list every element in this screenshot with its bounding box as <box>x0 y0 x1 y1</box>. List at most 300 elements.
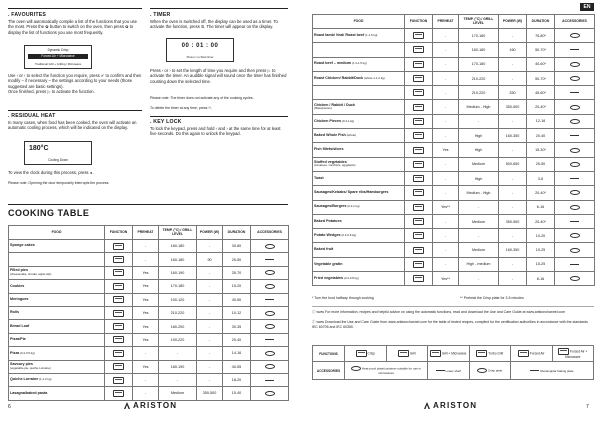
food-name: Baked fruit <box>314 247 334 252</box>
cell-function <box>405 29 433 43</box>
cell-duration: 8-16 <box>527 272 555 286</box>
cell-function <box>405 171 433 185</box>
function-icon <box>413 232 424 239</box>
favourites-text-2: Use ‹ or › to select the function you require, press ✔ to confirm and then modify – if necessary – the settings according to your needs (those suggested are basic settings). Once finished, press ▷ to activate the function. <box>8 73 142 94</box>
divider <box>312 306 594 307</box>
cell-food <box>313 114 405 128</box>
legend-accessory-label: Rectangular baking plate <box>540 368 574 373</box>
grill-function-icon <box>398 350 409 357</box>
legend-function-label: Crisp <box>367 351 375 356</box>
cell-power: - <box>197 360 223 373</box>
cell-accessories <box>555 257 595 271</box>
cell-function <box>105 240 133 253</box>
display-label: Cooling Down <box>48 158 68 162</box>
cell-preheat: Yes <box>133 280 159 293</box>
cell-power: - <box>197 293 223 306</box>
cell-preheat: Yes <box>133 360 159 373</box>
cell-preheat: - <box>433 114 459 128</box>
food-detail: (0.3-0.8 kg) <box>340 233 357 237</box>
cell-food <box>9 253 105 266</box>
accessory-icon <box>570 119 580 124</box>
cell-accessories <box>251 266 289 279</box>
function-icon <box>113 323 124 330</box>
food-name: Savoury pies <box>10 362 33 367</box>
function-icon <box>113 363 124 370</box>
cell-power: 160-350 <box>499 243 527 257</box>
legend-function-label: Turbo Grill <box>488 351 504 356</box>
cooking-table-right <box>312 14 595 286</box>
cell-power: - <box>499 57 527 71</box>
table-row <box>9 280 289 293</box>
timer-note: Please note: The timer does not activate any of the cooking cycles. <box>150 96 254 100</box>
cell-accessories <box>555 43 595 57</box>
cell-accessories <box>555 114 595 128</box>
cell-function <box>405 71 433 85</box>
cell-temp: Medium <box>459 214 499 228</box>
cell-temp: - <box>459 200 499 214</box>
timer-hint: Press ▷ to Start timer <box>186 55 214 59</box>
cell-food <box>313 129 405 143</box>
divider <box>150 116 288 117</box>
function-icon <box>113 243 124 250</box>
cell-duration: 40-60* <box>527 57 555 71</box>
cell-function <box>105 347 133 360</box>
header-accessories: ACCESSORIES <box>555 15 595 29</box>
cell-food <box>9 373 105 386</box>
table-row <box>313 43 595 57</box>
table-row <box>9 293 289 306</box>
table-row <box>313 186 595 200</box>
cell-food <box>9 333 105 346</box>
legend-function-label: Forced Air <box>529 351 545 356</box>
cell-food <box>9 280 105 293</box>
function-icon <box>413 161 424 168</box>
accessory-icon <box>570 135 579 136</box>
cell-duration: 12-18 <box>527 114 555 128</box>
cell-function <box>105 387 133 400</box>
cell-duration: 15-40 <box>223 387 251 400</box>
accessory-icon <box>265 284 275 289</box>
language-badge: EN <box>580 3 594 11</box>
accessory-icon <box>570 33 580 38</box>
accessory-icon <box>265 339 274 340</box>
header-accessories: ACCESSORIES <box>251 226 289 240</box>
cell-accessories <box>555 129 595 143</box>
header-preheat: PREHEAT <box>133 226 159 240</box>
cell-preheat: - <box>133 373 159 386</box>
cell-preheat: - <box>433 171 459 185</box>
cell-temp: - <box>459 272 499 286</box>
info-more-recipes: ⓘ www For more information, recipes and helpful advice on using the automatic functions, read and download the Use and Care Guide at www.aristonchannel.com <box>312 310 566 314</box>
cell-food <box>9 266 105 279</box>
cell-duration: 40-55 <box>223 360 251 373</box>
cell-accessories <box>251 347 289 360</box>
cell-food <box>313 272 405 286</box>
food-name: Pizza <box>10 350 20 355</box>
cell-function <box>405 257 433 271</box>
heatproof-container-icon <box>351 366 361 371</box>
divider <box>150 8 288 9</box>
cell-accessories <box>251 360 289 373</box>
cell-accessories <box>555 229 595 243</box>
cell-function <box>405 100 433 114</box>
food-detail: (whole) <box>345 132 357 137</box>
cell-preheat: - <box>433 71 459 85</box>
function-icon <box>113 283 124 290</box>
cell-food <box>313 186 405 200</box>
accessory-icon <box>265 299 274 300</box>
legend-accessory-label: Lower shelf <box>445 368 461 373</box>
cell-preheat: - <box>433 57 459 71</box>
function-icon <box>413 89 424 96</box>
legend-function-label: Grill + Microwave <box>441 351 467 356</box>
footnote-turn-food: * Turn the food halfway through cooking <box>312 296 374 300</box>
cell-duration: 10-12 <box>223 306 251 319</box>
forced-air-microwave-function-icon <box>558 348 569 355</box>
legend-accessory-label: Crisp plate <box>488 368 503 373</box>
function-icon <box>113 256 124 263</box>
table-row <box>9 373 289 386</box>
accessory-icon <box>570 162 580 167</box>
function-icon <box>413 61 424 68</box>
function-icon <box>113 269 124 276</box>
timer-title: . TIMER <box>150 12 171 18</box>
cell-power: 350-500 <box>499 214 527 228</box>
divider <box>8 110 142 111</box>
page-number: 7 <box>586 404 589 410</box>
accessory-icon <box>570 221 579 222</box>
table-row <box>313 29 595 43</box>
timer-time: 00 : 01 : 00 <box>181 43 219 49</box>
right-page <box>300 0 600 424</box>
cell-accessories <box>251 387 289 400</box>
cell-food <box>313 143 405 157</box>
cell-food <box>313 257 405 271</box>
food-name: Lasagna/baked pasta <box>10 390 48 395</box>
cell-preheat: - <box>133 387 159 400</box>
residual-heat-text: In many cases, when food has been cooked, the oven will activate an automatic cooling process, which will be indicated on the display. <box>8 120 137 131</box>
cell-preheat: Yes <box>133 306 159 319</box>
cell-function <box>405 200 433 214</box>
cell-power: - <box>197 373 223 386</box>
cell-accessories <box>251 240 289 253</box>
cell-preheat: - <box>433 186 459 200</box>
cell-duration: 3-6 <box>527 171 555 185</box>
cell-power: - <box>499 143 527 157</box>
cell-accessories <box>251 306 289 319</box>
food-name: Baked Whole Fish <box>314 132 346 137</box>
cell-temp: 180-200 <box>159 320 197 333</box>
header-temp: TEMP. (°C) / GRILL LEVEL <box>459 15 499 29</box>
cell-preheat: - <box>433 214 459 228</box>
header-duration: DURATION <box>527 15 555 29</box>
table-row <box>313 100 595 114</box>
header-food: FOOD <box>313 15 405 29</box>
cell-function <box>405 157 433 171</box>
timer-display <box>166 38 234 62</box>
cell-food <box>9 293 105 306</box>
food-detail: (cheesecake, strudel, apple tart) <box>10 271 52 276</box>
favourites-text: The oven will automatically compile a list of the functions that you use the most. Press the ✿ button to switch on the oven, then press ✿ to display the list of functions you use most frequently. <box>8 19 137 35</box>
function-icon <box>413 189 424 196</box>
cell-function <box>405 272 433 286</box>
cell-temp: 210-220 <box>459 71 499 85</box>
cell-power: - <box>499 171 527 185</box>
accessory-icon <box>570 276 580 281</box>
cell-preheat: - <box>433 86 459 100</box>
food-name: Chicken / Rabbit / Duck <box>314 102 355 107</box>
cell-food <box>313 57 405 71</box>
grill-microwave-function-icon <box>430 350 441 357</box>
cell-duration: 15-25 <box>527 243 555 257</box>
cell-temp: - <box>459 229 499 243</box>
food-detail: (1.3-1.5 kg) <box>351 61 367 66</box>
cell-function <box>105 320 133 333</box>
cell-power: - <box>499 71 527 85</box>
cell-accessories <box>555 214 595 228</box>
function-icon <box>413 75 424 82</box>
legend-accessory-label: Heat-proof plate/container suitable for use in microwaves <box>361 366 421 375</box>
cell-power: - <box>499 114 527 128</box>
accessory-icon <box>265 380 274 381</box>
key-lock-title: . KEY LOCK <box>150 119 182 125</box>
header-power: POWER (W) <box>197 226 223 240</box>
accessory-icon <box>570 92 579 93</box>
legend-table <box>312 345 594 380</box>
cell-food <box>313 200 405 214</box>
table-row <box>9 333 289 346</box>
cell-duration: 30-60 <box>223 240 251 253</box>
cell-function <box>105 253 133 266</box>
food-detail: (1-1.5 kg) <box>364 32 378 37</box>
cell-preheat: - <box>433 229 459 243</box>
table-row <box>313 86 595 100</box>
cell-preheat: Yes <box>133 333 159 346</box>
cell-duration: 14-16 <box>223 347 251 360</box>
cell-preheat: - <box>133 347 159 360</box>
cell-food <box>9 347 105 360</box>
food-name: Baked Potatoes <box>314 218 342 223</box>
cell-power: 160-350 <box>499 129 527 143</box>
header-temp: TEMP. (°C) / GRILL LEVEL <box>159 226 197 240</box>
header-function: FUNCTION <box>105 226 133 240</box>
cooking-table-left <box>8 225 289 401</box>
residual-heat-text-2: To view the clock during this process, press ◂ . <box>8 170 95 175</box>
food-name: Vegetable gratin <box>314 261 343 266</box>
cell-function <box>405 57 433 71</box>
crisp-function-icon <box>356 350 367 357</box>
cell-temp: High <box>459 143 499 157</box>
cell-preheat: - <box>433 257 459 271</box>
cell-function <box>405 214 433 228</box>
crisp-plate-icon <box>477 368 487 373</box>
food-name: Toast <box>314 175 324 180</box>
cell-accessories <box>555 143 595 157</box>
cell-preheat: Yes <box>433 143 459 157</box>
accessory-icon <box>265 324 275 329</box>
brand-name: ARISTON <box>433 401 478 410</box>
food-name: Fish fillets/slices <box>314 147 344 152</box>
accessory-icon <box>570 49 579 50</box>
table-row <box>9 347 289 360</box>
accessory-icon <box>265 391 275 396</box>
cell-function <box>405 114 433 128</box>
cell-function <box>405 86 433 100</box>
cell-temp: 170-180 <box>459 57 499 71</box>
timer-text: When the oven is switched off, the display can be used as a timer. To activate the function, press ⏲. The timer will appear on the display. <box>150 19 278 30</box>
baking-plate-icon <box>530 370 539 371</box>
cell-function <box>405 186 433 200</box>
function-icon <box>413 204 424 211</box>
table-row <box>313 229 595 243</box>
function-icon <box>413 247 424 254</box>
food-detail: (fillets/pieces) <box>314 106 332 111</box>
cell-temp: High - medium <box>459 257 499 271</box>
table-row <box>313 129 595 143</box>
cell-food <box>9 387 105 400</box>
function-icon <box>113 350 124 357</box>
accessory-icon <box>570 178 579 179</box>
cell-power: - <box>499 257 527 271</box>
cell-temp: - <box>159 373 197 386</box>
legend-accessories-row <box>313 362 594 380</box>
cell-power: 350-500 <box>499 100 527 114</box>
cell-function <box>405 229 433 243</box>
cell-food <box>313 86 405 100</box>
cell-function <box>405 143 433 157</box>
cell-accessories <box>251 280 289 293</box>
table-row <box>313 157 595 171</box>
food-name: Roast lamb/ Veal/ Roast beef <box>314 32 365 37</box>
function-icon <box>413 275 424 282</box>
table-row <box>9 266 289 279</box>
favourites-display <box>24 45 92 69</box>
food-detail: (vegetable pie, quiche Lorraine) <box>10 365 51 370</box>
accessory-icon <box>265 270 275 275</box>
header-function: FUNCTION <box>405 15 433 29</box>
cell-power: - <box>197 320 223 333</box>
accessory-icon <box>265 364 275 369</box>
food-name: Stuffed vegetables <box>314 159 347 164</box>
food-name: Quiche Lorraine <box>10 377 39 382</box>
cell-power: - <box>499 186 527 200</box>
cell-accessories <box>555 200 595 214</box>
food-name: Chicken Pieces <box>314 118 342 123</box>
display-line-1: Dynamic Crisp <box>47 48 69 52</box>
cell-food <box>313 100 405 114</box>
food-name: Sausages/Kebabs/ Spare ribs/Hamburgers <box>314 190 389 195</box>
cell-accessories <box>555 57 595 71</box>
cell-accessories <box>555 86 595 100</box>
cell-accessories <box>555 243 595 257</box>
cooking-table-title: COOKING TABLE <box>8 208 90 218</box>
forced-air-function-icon <box>518 350 529 357</box>
residual-heat-title: . RESIDUAL HEAT <box>8 113 56 119</box>
cell-duration: 35-70 <box>223 266 251 279</box>
cell-duration: 20-40* <box>527 186 555 200</box>
ariston-logo-icon <box>124 402 130 409</box>
cell-food <box>313 214 405 228</box>
cell-food <box>313 243 405 257</box>
cell-temp: High <box>459 171 499 185</box>
accessory-icon <box>265 259 274 260</box>
cell-temp: 170-180 <box>459 29 499 43</box>
cell-food <box>313 171 405 185</box>
table-row <box>9 320 289 333</box>
cell-temp: 180-190 <box>159 360 197 373</box>
cooling-display <box>24 141 92 165</box>
cell-preheat: Yes <box>133 320 159 333</box>
cell-temp: 160-180 <box>159 240 197 253</box>
cell-duration: 20-40* <box>527 100 555 114</box>
table-row <box>313 171 595 185</box>
cell-duration: 30-35 <box>223 320 251 333</box>
cell-duration: 10-20 <box>527 229 555 243</box>
function-icon <box>413 32 424 39</box>
cell-preheat: - <box>433 243 459 257</box>
brand-logo <box>124 401 177 410</box>
cell-food <box>313 29 405 43</box>
function-icon <box>113 377 124 384</box>
cell-power: - <box>499 272 527 286</box>
cell-temp: 170-180 <box>159 280 197 293</box>
food-name: Sponge cakes <box>10 243 35 248</box>
function-icon <box>413 218 424 225</box>
legend-function-label: Grill <box>409 351 416 356</box>
cell-temp: Medium <box>459 157 499 171</box>
cell-accessories <box>555 157 595 171</box>
cell-function <box>405 129 433 143</box>
cell-accessories <box>555 186 595 200</box>
cell-power: 90 <box>197 253 223 266</box>
accessory-icon <box>570 148 580 153</box>
legend-accessories-label: ACCESSORIES <box>313 362 345 380</box>
cell-function <box>405 243 433 257</box>
cell-duration: 6-16 <box>527 200 555 214</box>
cell-preheat: Yes <box>133 266 159 279</box>
turbo-grill-function-icon <box>476 350 487 357</box>
cell-duration: 50-70* <box>527 43 555 57</box>
food-name: Pizza/Pie <box>10 337 26 342</box>
key-lock-text: To lock the keypad, press and hold ‹ and › at the same time for at least five seconds. Do this again to unlock the keypad. <box>150 126 281 137</box>
cell-preheat: - <box>433 100 459 114</box>
accessory-icon <box>570 62 580 67</box>
legend-function-label: Forced Air + Microwave <box>565 349 588 359</box>
cell-duration: 50-70* <box>527 71 555 85</box>
cell-preheat: - <box>433 43 459 57</box>
cell-power: - <box>499 29 527 43</box>
table-row <box>313 71 595 85</box>
food-detail: (whole 1-1.2 kg) <box>363 75 385 80</box>
table-row <box>9 240 289 253</box>
cell-duration: 70-80* <box>527 29 555 43</box>
legend-functions-label: FUNCTIONS <box>313 346 345 362</box>
cell-preheat: Yes <box>133 293 159 306</box>
function-icon <box>413 104 424 111</box>
food-name: Cookies <box>10 283 25 288</box>
accessory-icon <box>265 311 275 316</box>
cell-preheat: Yes** <box>433 200 459 214</box>
cell-food <box>9 360 105 373</box>
page-number: 6 <box>8 404 11 410</box>
cell-power: - <box>499 200 527 214</box>
food-detail: (1-1.2 kg) <box>38 377 52 382</box>
info-download-guide: ⓘ www Download the Use and Care Guide from www.aristonchannel.com for the table of tested recipes, compiled for the certification authorities in accordance with the standards IEC 60705 and IEC 60350. <box>312 320 588 329</box>
cell-accessories <box>251 320 289 333</box>
favourites-title: . FAVOURITES <box>8 12 47 18</box>
footnote-preheat-crisp: ** Preheat the Crisp plate for 3-5 minutes <box>460 296 524 300</box>
accessory-icon <box>570 190 580 195</box>
